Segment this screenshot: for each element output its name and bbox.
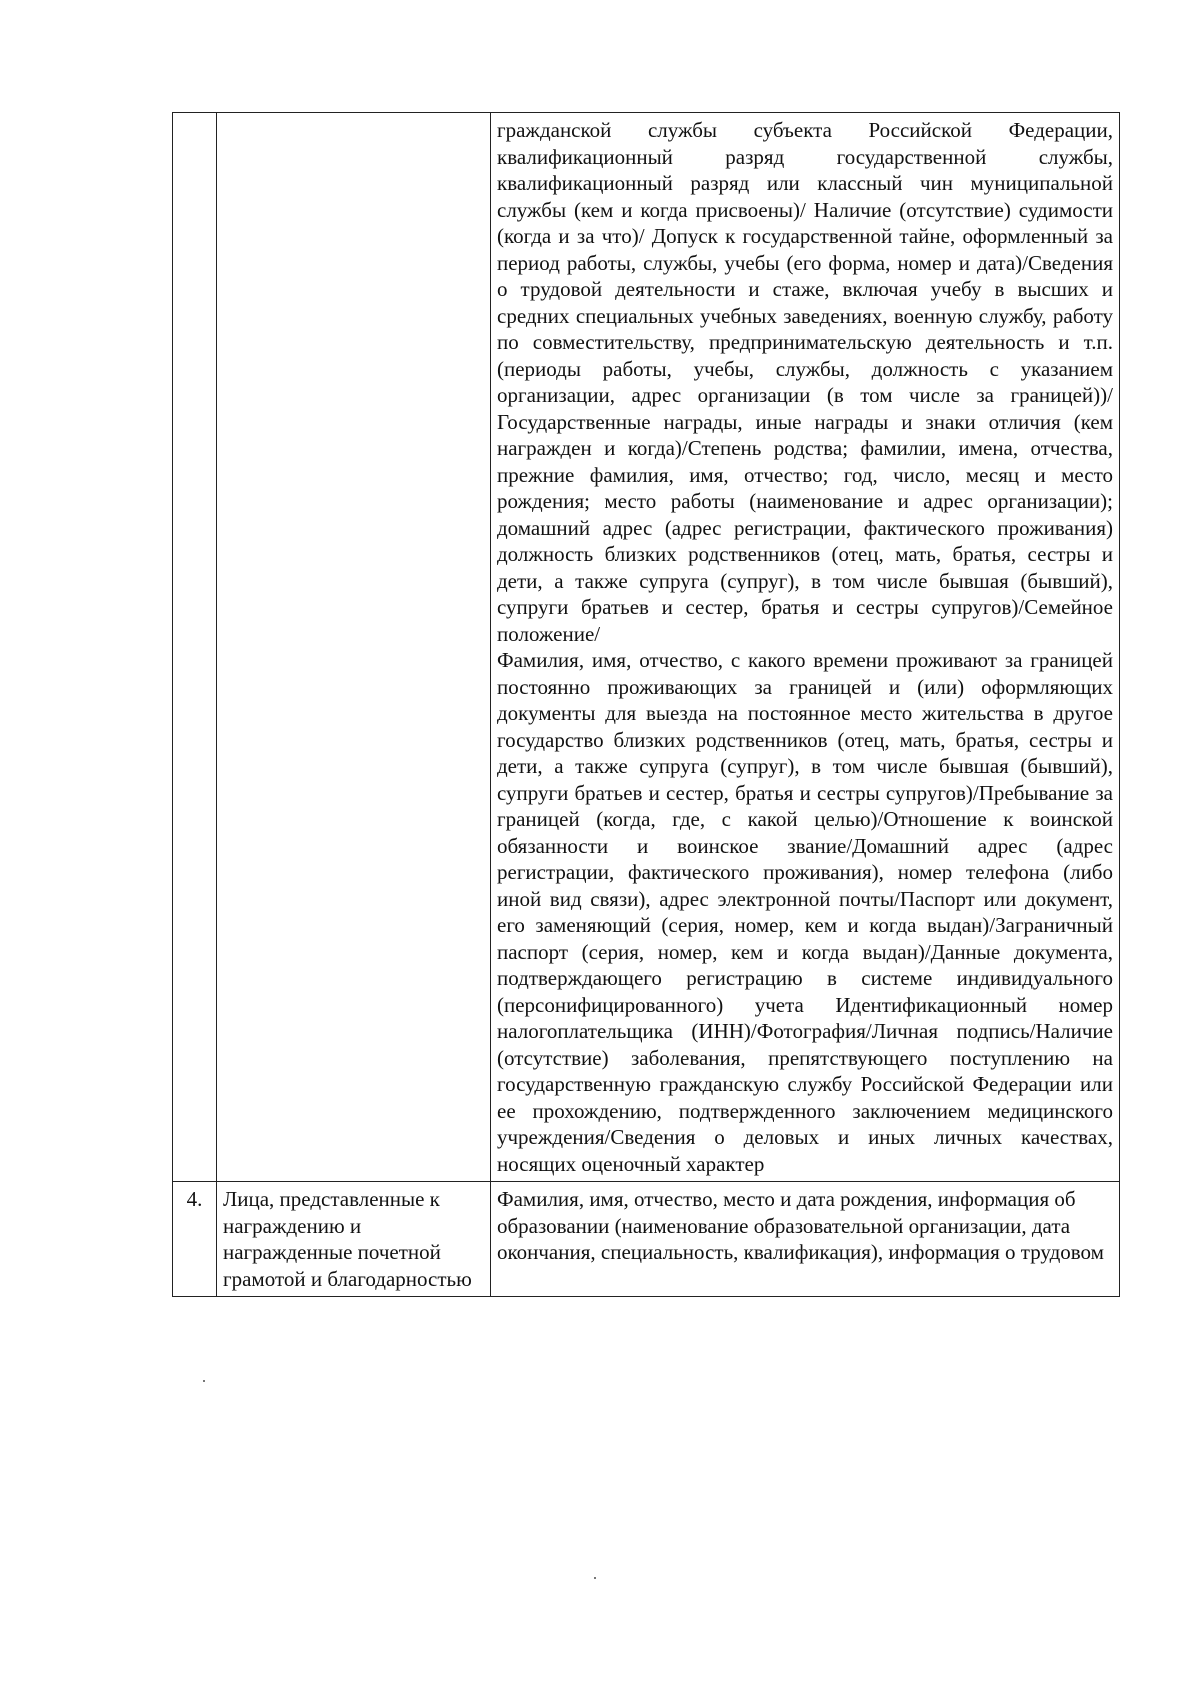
table-row-continuation [173, 113, 1120, 1182]
data-paragraph: гражданской службы субъекта Российской Федерации, квалификационный разряд государственной службы, квалификационный разряд или классный чин муниципальной службы (кем и когда присвоены)/ Наличие (отсутствие) судимости (когда и за что)/ Допуск к государственной тайне, оформленный за период работы, службы, учебы (его форма, номер и дата)/Сведения о трудовой деятельности и стаже, включая учебу в высших и средних специальных учебных заведениях, военную службу, работу по совместительству, предпринимательскую деятельность и т.п. (периоды работы, учебы, службы, должность с указанием организации, адрес организации (в том числе за границей))/Государственные награды, иные награды и знаки отличия (кем награжден и когда)/Степень родства; фамилии, имена, отчества, прежние фамилия, имя, отчество; год, число, месяц и место рождения; место работы (наименование и адрес организации); домашний адрес (адрес регистрации, фактического проживания) должность близких родственников (отец, мать, братья, сестры и дети, а также супруга (супруг), в том числе бывшая (бывший), супруги братьев и сестер, братья и сестры супругов)/Семейное положение/ [497, 118, 1113, 646]
scan-speck [594, 1577, 596, 1579]
personal-data-list-cell [491, 113, 1120, 1182]
data-paragraph: Фамилия, имя, отчество, с какого времени проживают за границей постоянно проживающих за границей и (или) оформляющих документы для выезда на постоянное место жительства в другое государство близких родственников (отец, мать, братья, сестры и дети, а также супруга (супруг), в том числе бывшая (бывший), супруги братьев и сестер, братья и сестры супругов)/Пребывание за границей (когда, где, с какой целью)/Отношение к воинской обязанности и воинское звание/Домашний адрес (адрес регистрации, фактического проживания), номер телефона (либо иной вид связи), адрес электронной почты/Паспорт или документ, его заменяющий (серия, номер, кем и когда выдан)/Заграничный паспорт (серия, номер, кем и когда выдан)/Данные документа, подтверждающего регистрацию в системе индивидуального (персонифицированного) учета Идентификационный номер налогоплательщика (ИНН)/Фотография/Личная подпись/Наличие (отсутствие) заболевания, препятствующего поступлению на государственную гражданскую службу Российской Федерации или ее прохождению, подтвержденного заключением медицинского учреждения/Сведения о деловых и иных личных качествах, носящих оценочный характер [497, 648, 1113, 1176]
personal-data-table [172, 112, 1120, 1297]
category-cell [217, 113, 491, 1182]
category-cell: Лица, представленные к награждению и награжденные почетной грамотой и благодарностью [217, 1182, 491, 1297]
row-number-cell [173, 113, 217, 1182]
row-number-cell: 4. [173, 1182, 217, 1297]
personal-data-list-cell: Фамилия, имя, отчество, место и дата рождения, информация об образовании (наименование образовательной организации, дата окончания, специальность, квалификация), информация о трудовом [491, 1182, 1120, 1297]
table-row-4 [173, 1182, 1120, 1297]
scan-speck [203, 1380, 205, 1382]
